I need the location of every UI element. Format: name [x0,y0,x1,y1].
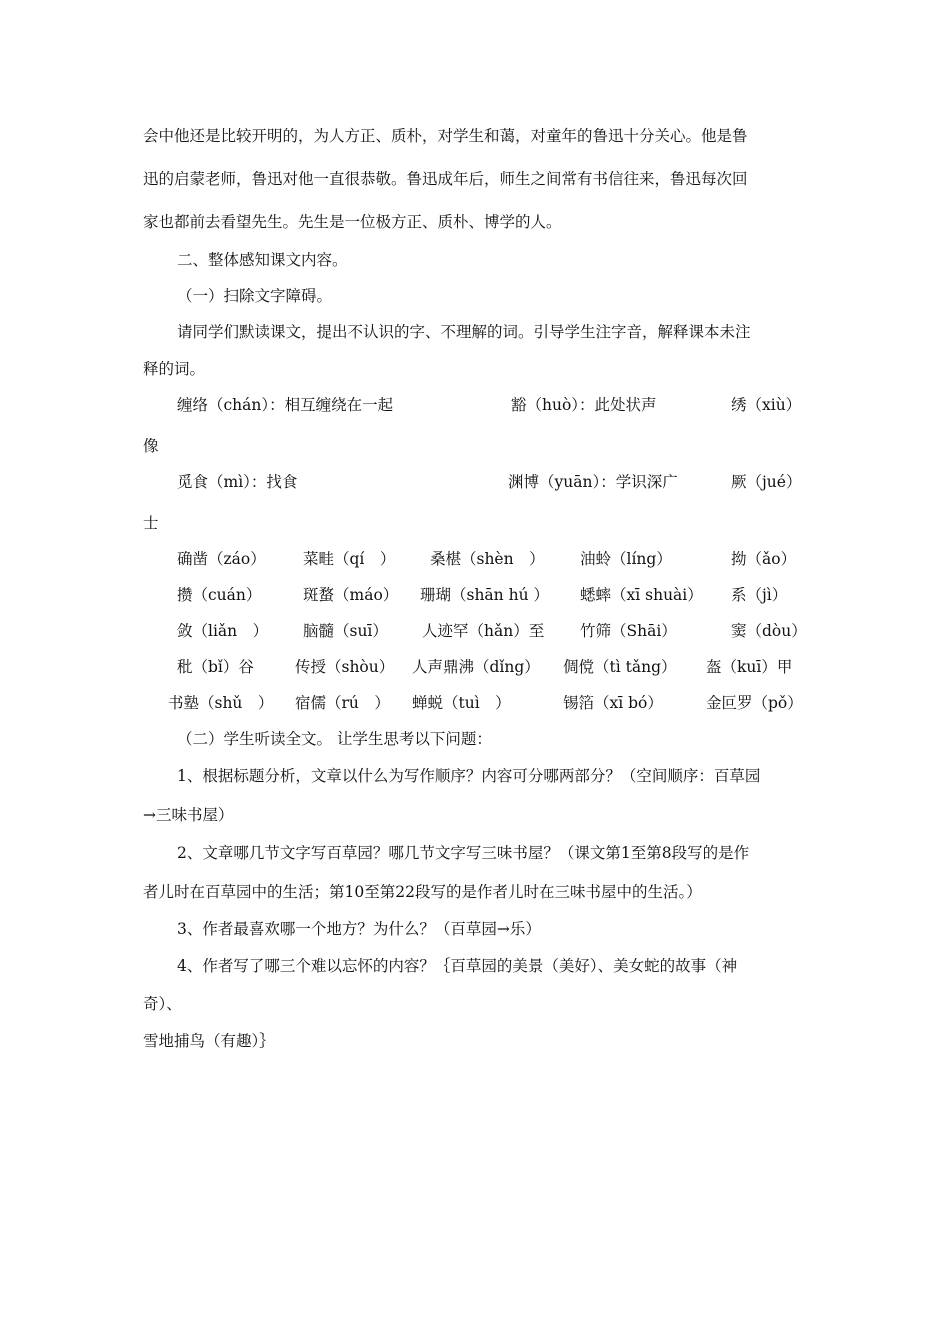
vocab-item: 传授（shòu） [295,658,395,676]
vocab-item: 菜畦（qí ） [303,550,396,568]
intro-paragraph-line-1: 会中他还是比较开明的，为人方正、质朴，对学生和蔼，对童年的鲁迅十分关心。他是鲁 [143,127,748,145]
vocab-item: 竹筛（Shāi） [580,622,677,640]
vocab-item: 宿儒（rú ） [295,694,390,712]
vocab-definition: 缠络（chán）：相互缠绕在一起 [177,396,394,414]
instruction-line-2: 释的词。 [143,360,206,378]
intro-paragraph-line-3: 家也都前去看望先生。先生是一位极方正、质朴、博学的人。 [143,213,562,231]
vocab-item: 书塾（shǔ ） [168,694,274,712]
vocab-item: 攒（cuán） [177,586,262,604]
vocab-item: 珊瑚（shān hú ） [420,586,549,604]
vocab-item: 人迹罕（hǎn）至 [422,622,545,640]
section-2-heading: 二、整体感知课文内容。 [177,251,348,269]
vocab-definition: 渊博（yuān）：学识深广 [508,473,678,491]
vocab-item: 盔（kuī）甲 [706,658,793,676]
vocab-definition-wrap: 士 [143,514,159,532]
vocab-definition-wrap: 像 [143,437,159,455]
question-1-line-2: →三味书屋） [143,806,234,824]
vocab-definition: 绣（xiù） [731,396,802,414]
vocab-item: 脑髓（suī） [303,622,388,640]
question-4-line-3: 雪地捕鸟（有趣）｝ [143,1032,275,1050]
vocab-item: 蝉蜕（tuì ） [412,694,511,712]
question-4-line-1: 4、作者写了哪三个难以忘怀的内容？｛百草园的美景（美好）、美女蛇的故事（神 [177,957,738,975]
intro-paragraph-line-2: 迅的启蒙老师，鲁迅对他一直很恭敬。鲁迅成年后，师生之间常有书信往来，鲁迅每次回 [143,170,748,188]
vocab-item: 锡箔（xī bó） [563,694,663,712]
vocab-item: 斑蝥（máo） [303,586,399,604]
vocab-definition: 厥（jué） [731,473,802,491]
vocab-item: 确凿（záo） [177,550,266,568]
vocab-item: 人声鼎沸（dǐng） [412,658,540,676]
question-2-line-1: 2、文章哪几节文字写百草园？哪几节文字写三味书屋？（课文第1至第8段写的是作 [177,844,750,862]
instruction-line-1: 请同学们默读课文，提出不认识的字、不理解的词。引导学生注字音，解释课本未注 [177,323,751,341]
subsection-1-heading: （一）扫除文字障碍。 [177,287,333,305]
vocab-definition: 豁（huò）：此处状声 [511,396,657,414]
vocab-definition: 觅食（mì）：找食 [177,473,298,491]
vocab-item: 油蛉（líng） [580,550,672,568]
vocab-item: 蟋蟀（xī shuài） [580,586,703,604]
question-4-line-2: 奇）、 [143,995,182,1013]
vocab-item: 桑椹（shèn ） [430,550,545,568]
vocab-item: 拗（ǎo） [731,550,797,568]
question-2-line-2: 者儿时在百草园中的生活；第10至第22段写的是作者儿时在三味书屋中的生活。） [143,883,702,901]
vocab-item: 倜傥（tì tǎng） [563,658,677,676]
vocab-item: 窦（dòu） [731,622,807,640]
vocab-item: 敛（liǎn ） [177,622,269,640]
question-1-line-1: 1、根据标题分析，文章以什么为写作顺序？内容可分哪两部分？（空间顺序：百草园 [177,767,761,785]
subsection-2-heading: （二）学生听读全文。 让学生思考以下问题： [177,730,492,748]
vocab-item: 秕（bǐ）谷 [177,658,254,676]
vocab-item: 系（jì） [731,586,788,604]
question-3: 3、作者最喜欢哪一个地方？为什么？（百草园→乐） [177,920,541,938]
vocab-item: 金叵罗（pǒ） [706,694,803,712]
